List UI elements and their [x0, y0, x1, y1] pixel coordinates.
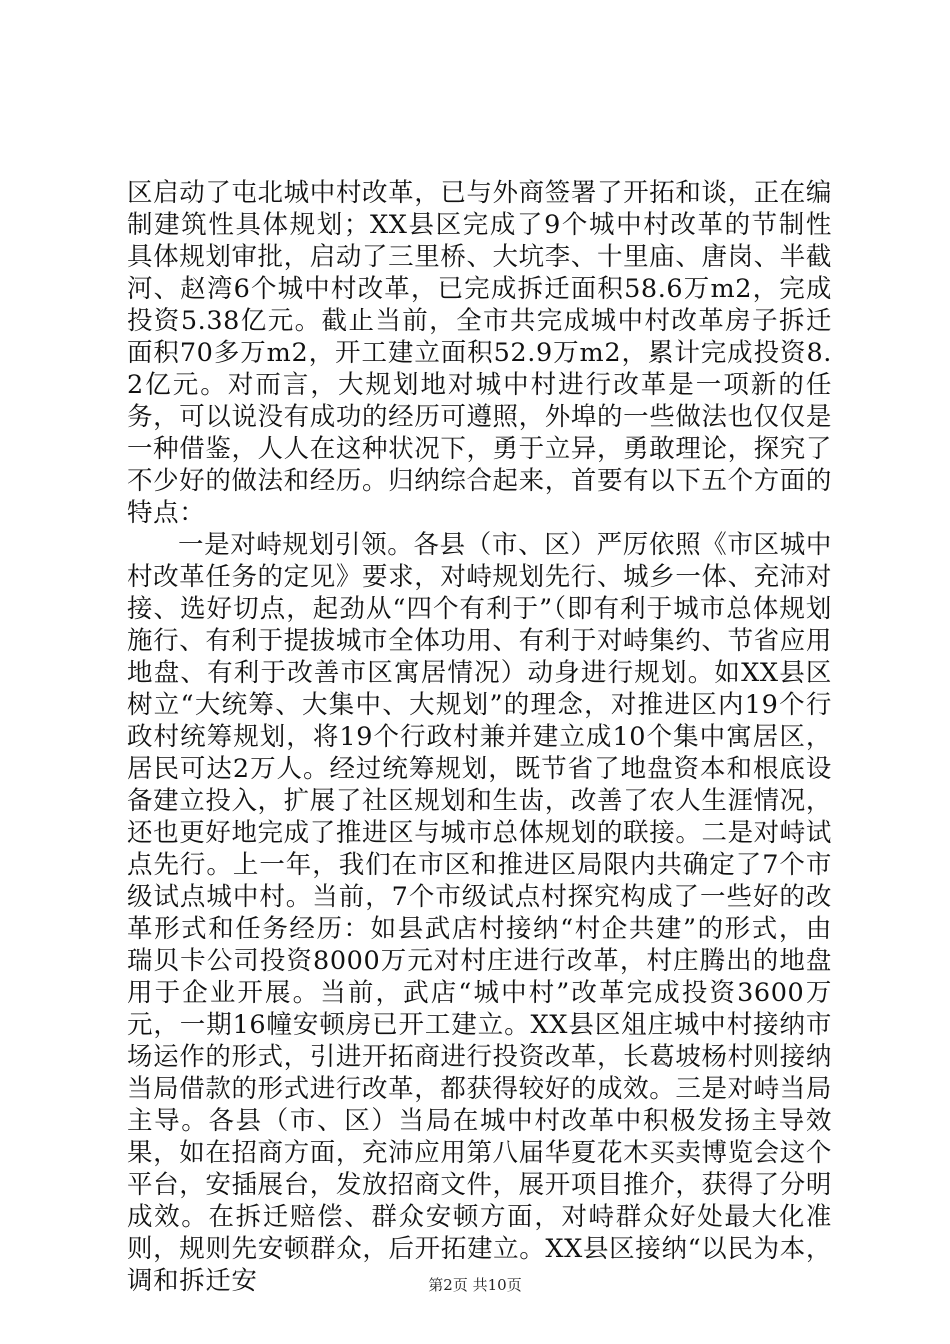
paragraph-features: 一是对峙规划引领。各县（市、区）严厉依照《市区城中村改革任务的定见》要求，对峙规划先行、城乡一体、充沛对接、选好切点，起劲从“四个有利于”（即有利于城市总体规划施行、有利于提拔城市全体功用、有利于对峙集约、节省应用地盘、有利于改善市区寓居情况）动身进行规划。如XX县区树立“大统筹、大集中、大规划”的理念，对推进区内19个行政村统筹规划，将19个行政村兼并建立成10个集中寓居区，居民可达2万人。经过统筹规划，既节省了地盘资本和根底设备建立投入，扩展了社区规划和生齿，改善了农人生涯情况，还也更好地完成了推进区与城市总体规划的联接。二是对峙试点先行。上一年，我们在市区和推进区局限内共确定了7个市级试点城中村。当前，7个市级试点村探究构成了一些好的改革形式和任务经历：如县武店村接纳“村企共建”的形式，由瑞贝卡公司投资8000万元对村庄进行改革，村庄腾出的地盘用于企业开展。当前，武店“城中村”改革完成投资3600万元，一期16幢安顿房已开工建立。XX县区俎庄城中村接纳市场运作的形式，引进开拓商进行投资改革，长葛坡杨村则接纳当局借款的形式进行改革，都获得较好的成效。三是对峙当局主导。各县（市、区）当局在城中村改革中积极发扬主导效果，如在招商方面，充沛应用第八届华夏花木买卖博览会这个平台，安插展台，发放招商文件，展开项目推介，获得了分明成效。在拆迁赔偿、群众安顿方面，对峙群众好处最大化准则，规则先安顿群众，后开拓建立。XX县区接纳“以民为本，调和拆迁安 [127, 530, 832, 1296]
document-body [127, 177, 832, 1297]
page-number-footer: 第2页 共10页 [428, 1276, 522, 1294]
paragraph-continued: 区启动了屯北城中村改革，已与外商签署了开拓和谈，正在编制建筑性具体规划；XX县区完成了9个城中村改革的节制性具体规划审批，启动了三里桥、大坑李、十里庙、唐岗、半截河、赵湾6个城中村改革，已完成拆迁面积58.6万m2，完成投资5.38亿元。截止当前，全市共完成城中村改革房子拆迁面积70多万m2，开工建立面积52.9万m2，累计完成投资8.2亿元。对而言，大规划地对城中村进行改革是一项新的任务，可以说没有成功的经历可遵照，外埠的一些做法也仅仅是一种借鉴，人人在这种状况下，勇于立异，勇敢理论，探究了不少好的做法和经历。归纳综合起来，首要有以下五个方面的特点： [127, 178, 832, 528]
